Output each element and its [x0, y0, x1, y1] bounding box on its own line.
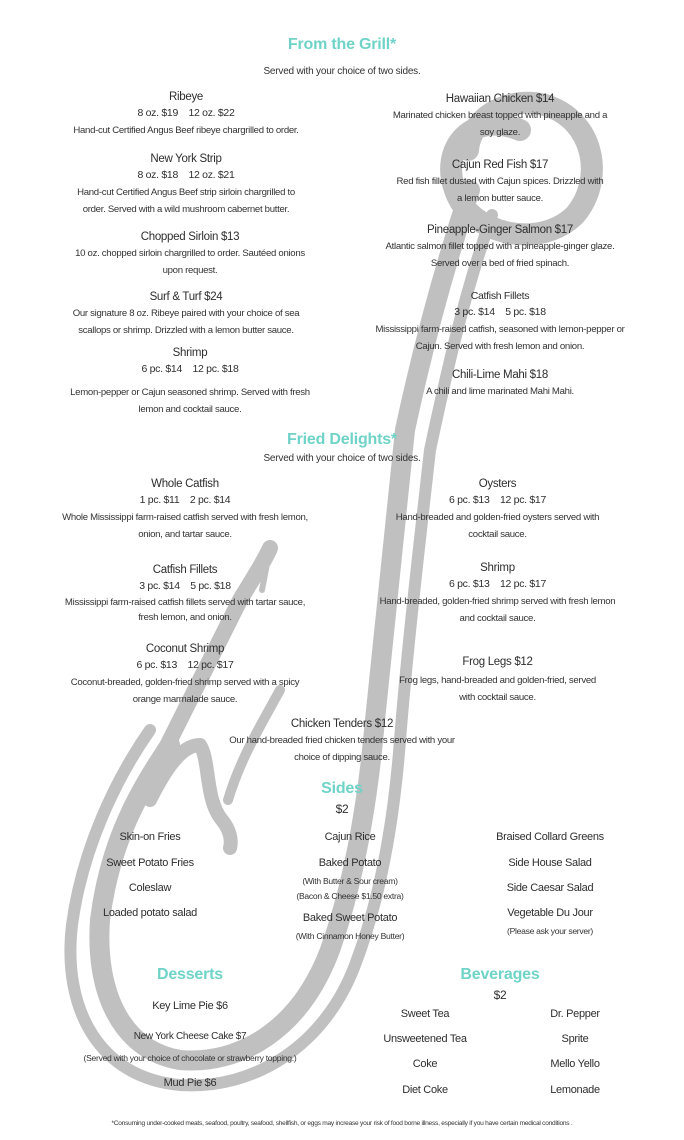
side-braised-collard-greens: Braised Collard Greens — [496, 831, 604, 843]
grill-sides-note: Served with your choice of two sides. — [263, 66, 421, 77]
side-sweet-potato-fries: Sweet Potato Fries — [106, 857, 194, 869]
fried-sides-note: Served with your choice of two sides. — [263, 453, 421, 464]
item-desc: Hand-cut Certified Angus Beef ribeye chargrilled to order. — [73, 125, 299, 136]
sides-price: $2 — [335, 802, 349, 816]
side-vegetable-du-jour: Vegetable Du Jour — [507, 907, 593, 919]
item-desc-line: scallops or shrimp. Drizzled with a lemon butter sauce. — [78, 325, 294, 336]
beverage-mello-yello: Mello Yello — [550, 1058, 600, 1070]
item-desc-line: 10 oz. chopped sirloin chargrilled to order. Sautéed onions — [75, 248, 305, 259]
item-desc-line: onion, and tartar sauce. — [138, 529, 232, 540]
item-desc-line: upon request. — [162, 265, 218, 276]
item-name: Catfish Fillets — [152, 564, 218, 576]
section-title-fried: Fried Delights* — [287, 431, 397, 448]
item-name: New York Strip — [150, 153, 222, 165]
item-desc-line: choice of dipping sauce. — [294, 752, 390, 763]
menu-item-ribeye — [40, 89, 332, 139]
item-name: Cajun Red Fish $17 — [451, 159, 549, 171]
item-desc-line: Whole Mississippi farm-raised catfish served with fresh lemon, — [62, 512, 308, 523]
side-baked-sweet-potato-note: (With Cinnamon Honey Butter) — [295, 931, 405, 941]
menu-item-shrimp-grill — [40, 345, 340, 418]
side-baked-sweet-potato: Baked Sweet Potato — [302, 912, 398, 924]
item-name: Catfish Fillets — [470, 290, 530, 302]
item-desc-line: A chili and lime marinated Mahi Mahi. — [426, 386, 574, 397]
beverage-dr-pepper: Dr. Pepper — [550, 1008, 600, 1020]
menu-item-chili-lime-mahi — [345, 367, 655, 400]
dessert-key-lime-pie: Key Lime Pie $6 — [152, 1000, 228, 1012]
item-name: Chopped Sirloin $13 — [140, 231, 240, 243]
dessert-mud-pie: Mud Pie $6 — [163, 1077, 217, 1089]
side-cajun-rice: Cajun Rice — [324, 831, 376, 843]
item-desc-line: Cajun. Served with fresh lemon and onion. — [415, 341, 585, 352]
item-name: Surf & Turf $24 — [149, 291, 223, 303]
item-price: 8 oz. $19 12 oz. $22 — [137, 107, 235, 119]
item-price: 8 oz. $18 12 oz. $21 — [137, 169, 235, 181]
menu-item-new-york-strip — [40, 151, 332, 218]
beverage-unsweetened-tea: Unsweetened Tea — [383, 1033, 467, 1045]
beverage-coke: Coke — [412, 1058, 438, 1070]
side-baked-potato: Baked Potato — [318, 857, 382, 869]
food-safety-disclaimer: *Consuming under-cooked meats, seafood, poultry, seafood, shellfish, or eggs may increase your risk of food borne illness, especially if you have certain medical conditions . — [111, 1120, 573, 1127]
item-name: Shrimp — [172, 347, 208, 359]
section-title-sides: Sides — [321, 780, 363, 797]
item-name: Chicken Tenders $12 — [290, 718, 394, 730]
item-name: Frog Legs $12 — [462, 656, 533, 668]
side-baked-potato-note-2: (Bacon & Cheese $1.50 extra) — [296, 891, 404, 901]
item-desc-line: Hand-breaded and golden-fried oysters served with — [395, 512, 600, 523]
menu-item-shrimp-fried — [345, 560, 650, 627]
item-price: 6 pc. $13 12 pc. $17 — [448, 578, 546, 590]
item-desc-line: order. Served with a wild mushroom cabernet butter. — [82, 204, 290, 215]
item-desc-line: Frog legs, hand-breaded and golden-fried, served — [399, 675, 596, 686]
beverage-diet-coke: Diet Coke — [402, 1084, 448, 1096]
item-desc-line: Mississippi farm-raised catfish, seasoned with lemon-pepper or — [375, 324, 625, 335]
item-desc-line: and cocktail sauce. — [459, 613, 536, 624]
item-name: Ribeye — [169, 91, 203, 103]
item-name: Shrimp — [480, 562, 515, 574]
menu-item-coconut-shrimp — [25, 641, 345, 708]
side-loaded-potato-salad: Loaded potato salad — [103, 907, 197, 919]
item-desc-line: Atlantic salmon fillet topped with a pineapple-ginger glaze. — [385, 241, 615, 252]
menu-item-oysters — [345, 476, 650, 543]
side-vegetable-du-jour-note: (Please ask your server) — [507, 926, 593, 936]
item-desc-line: Served over a bed of fried spinach. — [430, 258, 570, 269]
beverage-sprite: Sprite — [561, 1033, 589, 1045]
item-desc-line: Our hand-breaded fried chicken tenders served with your — [229, 735, 455, 746]
menu-item-hawaiian-chicken — [350, 91, 650, 141]
item-desc-line: Red fish fillet dusted with Cajun spices. Drizzled with — [396, 176, 604, 187]
item-desc-line: a lemon butter sauce. — [457, 193, 543, 204]
item-desc-line: lemon and cocktail sauce. — [138, 404, 242, 415]
item-name: Chili-Lime Mahi $18 — [452, 369, 548, 381]
menu-item-frog-legs — [345, 654, 650, 706]
menu-item-chopped-sirloin — [40, 229, 340, 279]
item-price: 6 pc. $13 12 pc. $17 — [448, 494, 546, 506]
side-baked-potato-note-1: (With Butter & Sour cream) — [302, 876, 398, 886]
item-price: 1 pc. $11 2 pc. $14 — [139, 494, 231, 506]
item-name: Pineapple-Ginger Salmon $17 — [427, 224, 573, 236]
item-price: 6 pc. $14 12 pc. $18 — [141, 363, 239, 375]
item-name: Whole Catfish — [151, 478, 219, 490]
beverage-sweet-tea: Sweet Tea — [400, 1008, 450, 1020]
menu-item-cajun-red-fish — [350, 157, 650, 207]
item-desc-line: Coconut-breaded, golden-fried shrimp served with a spicy — [70, 677, 300, 688]
side-caesar-salad: Side Caesar Salad — [506, 882, 594, 894]
item-price: 3 pc. $14 5 pc. $18 — [139, 580, 231, 592]
menu-item-surf-turf — [40, 289, 332, 339]
section-title-grill: From the Grill* — [287, 36, 397, 53]
side-house-salad: Side House Salad — [508, 857, 592, 869]
item-name: Hawaiian Chicken $14 — [445, 93, 555, 105]
item-name: Oysters — [478, 478, 517, 490]
menu-item-chicken-tenders — [192, 716, 492, 766]
item-price: 6 pc. $13 12 pc. $17 — [136, 659, 234, 671]
menu-item-whole-catfish — [25, 476, 345, 543]
item-desc-line: cocktail sauce. — [468, 529, 527, 540]
beverages-price: $2 — [493, 988, 507, 1002]
menu-item-catfish-fillets-grill — [345, 288, 655, 355]
item-desc-line: Hand-breaded, golden-fried shrimp served with fresh lemon — [379, 596, 616, 607]
dessert-ny-cheesecake: New York Cheese Cake $7 — [133, 1031, 247, 1042]
item-desc-line: soy glaze. — [479, 127, 521, 138]
item-desc-line: with cocktail sauce. — [459, 692, 536, 703]
item-price: 3 pc. $14 5 pc. $18 — [454, 306, 546, 318]
section-title-desserts: Desserts — [156, 966, 223, 983]
item-desc-line: orange marmalade sauce. — [132, 694, 238, 705]
section-title-beverages: Beverages — [460, 966, 540, 983]
menu-item-catfish-fillets-fried — [25, 562, 345, 625]
item-name: Coconut Shrimp — [145, 643, 225, 655]
side-coleslaw: Coleslaw — [128, 882, 172, 894]
item-desc-line: Our signature 8 oz. Ribeye paired with your choice of sea — [72, 308, 300, 319]
side-skin-on-fries: Skin-on Fries — [119, 831, 181, 843]
item-desc-line: Lemon-pepper or Cajun seasoned shrimp. Served with fresh — [70, 387, 310, 398]
dessert-cheesecake-note: (Served with your choice of chocolate or strawberry topping.) — [83, 1053, 297, 1063]
item-desc-line: Marinated chicken breast topped with pineapple and a — [392, 110, 608, 121]
item-desc-line: fresh lemon, and onion. — [138, 612, 232, 623]
item-desc-line: Mississippi farm-raised catfish fillets served with tartar sauce, — [64, 597, 306, 608]
item-desc-line: Hand-cut Certified Angus Beef strip sirloin chargrilled to — [77, 187, 295, 198]
menu-item-pineapple-ginger-salmon — [350, 222, 650, 272]
beverage-lemonade: Lemonade — [550, 1084, 600, 1096]
